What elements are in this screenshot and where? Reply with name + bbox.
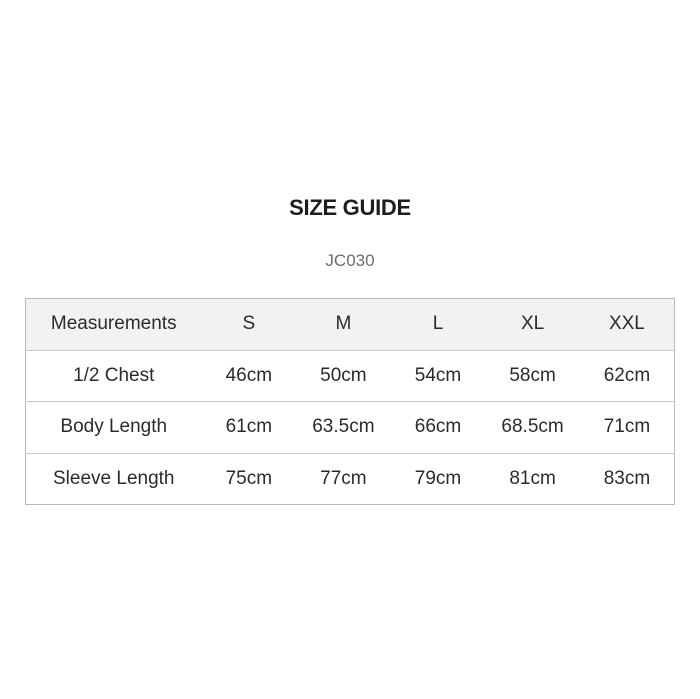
table-cell: 62cm xyxy=(580,350,675,402)
table-cell: 54cm xyxy=(391,350,486,402)
table-cell: 75cm xyxy=(202,453,297,505)
table-cell: 81cm xyxy=(485,453,580,505)
table-cell: 50cm xyxy=(296,350,391,402)
product-code: JC030 xyxy=(325,251,375,270)
table-row xyxy=(26,350,675,402)
table-cell: 58cm xyxy=(485,350,580,402)
table-row xyxy=(26,402,675,454)
row-label: Sleeve Length xyxy=(26,453,202,505)
header-size-s: S xyxy=(202,299,297,351)
table-cell: 63.5cm xyxy=(296,402,391,454)
table-cell: 68.5cm xyxy=(485,402,580,454)
table-cell: 46cm xyxy=(202,350,297,402)
header-size-l: L xyxy=(391,299,486,351)
header-measurements: Measurements xyxy=(26,299,202,351)
header-size-xxl: XXL xyxy=(580,299,675,351)
row-label: 1/2 Chest xyxy=(26,350,202,402)
table-cell: 61cm xyxy=(202,402,297,454)
header-size-xl: XL xyxy=(485,299,580,351)
table-row xyxy=(26,453,675,505)
page-title: SIZE GUIDE xyxy=(289,195,411,220)
table-cell: 66cm xyxy=(391,402,486,454)
header-size-m: M xyxy=(296,299,391,351)
table-cell: 71cm xyxy=(580,402,675,454)
table-cell: 79cm xyxy=(391,453,486,505)
size-table xyxy=(25,298,675,505)
table-header-row xyxy=(26,299,675,351)
table-cell: 83cm xyxy=(580,453,675,505)
row-label: Body Length xyxy=(26,402,202,454)
table-cell: 77cm xyxy=(296,453,391,505)
